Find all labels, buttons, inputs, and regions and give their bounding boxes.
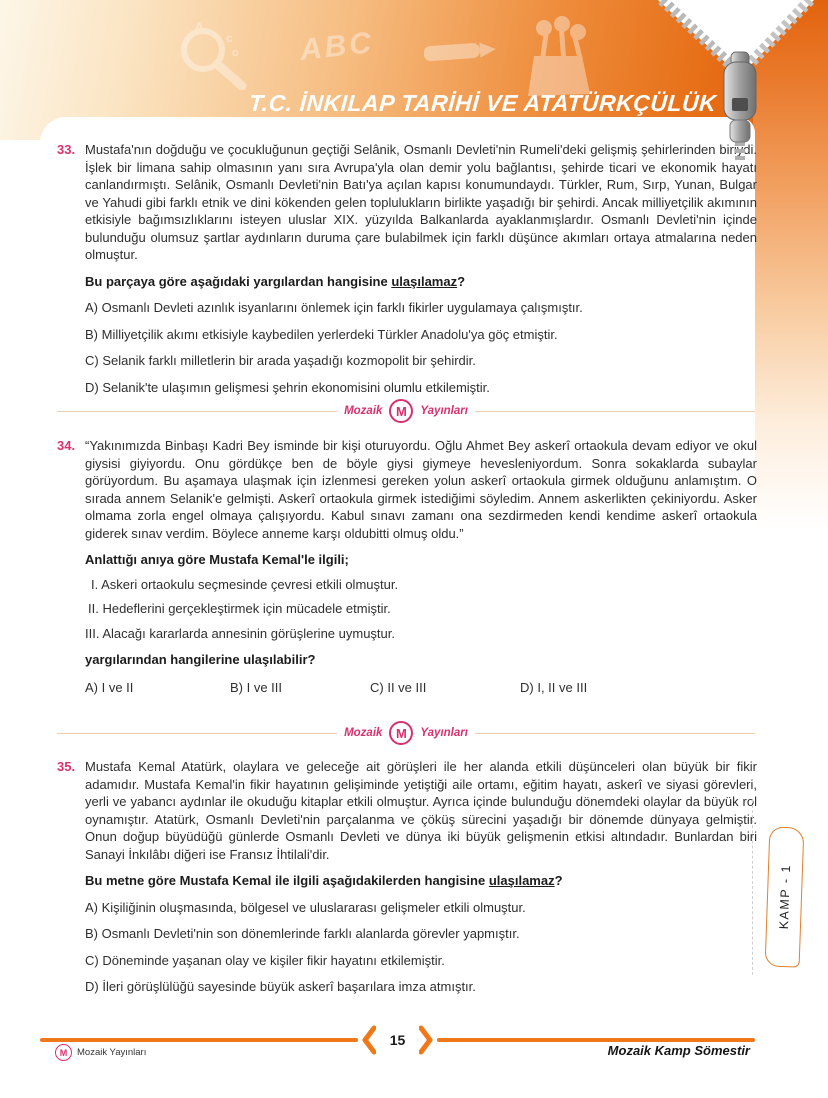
statement-text: II. Hedeflerini gerçekleştirmek için mücadele etmiştir. [88, 601, 391, 616]
divider-line [475, 411, 755, 412]
statement-1 [85, 576, 757, 594]
page-title: T.C. İNKILAP TARİHİ VE ATATÜRKÇÜLÜK [247, 90, 717, 116]
option-b: B) I ve III [230, 679, 283, 695]
svg-text:A: A [194, 19, 205, 35]
question-35 [57, 758, 757, 996]
svg-text:c: c [226, 31, 233, 45]
option-d: D) I, II ve III [520, 679, 588, 695]
question-text: Mustafa'nın doğduğu ve çocukluğunun geçtiği Selânik, Osmanlı Devleti'nin Rumeli'deki gelişmiş şehirlerinden biriydi. İşlek bir limana sahip olmasının yanı sıra Avrupa'yla olan demir yolu bağlantısı, şehirde ticari ve ekonomik hayatı canlandırmıştı. Selânik, Osmanlı Devleti'nin Batı'ya açılan kapısı konumundaydı. Türkler, Rum, Sırp, Yunan, Bulgar ve Yahudi gibi farklı etnik ve dini kökenden gelen toplulukların birlikte yaşadığı bir şehirdi. Ancak milliyetçilik akımının etkisiyle bağımsızlıklarını isteyen uluslar XIX. yüzyılda Balkanlarda ayaklanmışlardır. Osmanlı Devleti'nin içinde bulunduğu olumsuz şartlar aydınların duruma çare bulabilmek için farklı düşünce akımları ortaya atmalarına neden olmuştur. [85, 142, 757, 262]
options-row [85, 679, 757, 697]
abc-letters: ABC [298, 26, 376, 67]
kamp-tab-label: KAMP - 1 [776, 864, 793, 930]
option-c: C) II ve III [370, 679, 427, 695]
stem-underlined-word: ulaşılamaz [488, 873, 555, 888]
divider-brand-left: Mozaik [344, 727, 383, 739]
option-c: C) Selanik farklı milletlerin bir arada yaşadığı kozmopolit bir şehirdir. [85, 353, 476, 368]
option-a: A) Osmanlı Devleti azınlık isyanlarını önlemek için farklı fikirler uygulamaya çalışmıştır. [85, 300, 583, 315]
stem-prefix: Bu metne göre Mustafa Kemal ile ilgili aşağıdakilerden hangisine [85, 873, 489, 888]
option-c: C) Döneminde yaşanan olay ve kişiler fikir hayatını etkilemiştir. [85, 952, 445, 968]
footer-publisher [55, 1044, 146, 1061]
mozaik-logo-icon: M [389, 721, 413, 745]
option-d: D) Selanik'te ulaşımın gelişmesi şehrin ekonomisini olumlu etkilemiştir. [85, 379, 490, 395]
stem-prefix: Bu parçaya göre aşağıdaki yargılardan hangisine [85, 273, 392, 289]
divider-line [57, 411, 337, 412]
publisher-logo-icon: M [55, 1044, 72, 1061]
divider-brand-right: Yayınları [420, 727, 468, 739]
publisher-divider [57, 721, 755, 745]
statement-2 [85, 600, 757, 618]
kamp-side-tab [765, 826, 805, 967]
divider-line [57, 733, 337, 734]
divider-brand-left: Mozaik [344, 405, 383, 417]
svg-text:o: o [232, 47, 239, 59]
trim-mark [752, 800, 753, 975]
option-a: A) I ve II [85, 679, 134, 695]
footer-line [437, 1038, 755, 1042]
question-text: “Yakınımızda Binbaşı Kadri Bey isminde bir kişi oturuyordu. Oğlu Ahmet Bey askerî ortaokula devam ediyor ve okul giysisi giyiyordu. Onu gördükçe ben de böyle giysi giymeye hevesleniyordum. Sonra sokaklarda subaylar görüyordum. Bu aşamaya ulaşmak için izlenmesi gereken yolun askerî ortaokula girmek olduğunu anlamıştım. O sırada annem Selanik'e gelmişti. Askerî ortaokula girmek istediğimi söyledim. Annem askerlikten çekiniyordu. Asker olmama zorla engel olmaya çalışıyordu. Kabul sınavı zamanı ona sezdirmeden kendi kendime askerî ortaokula giderek sınav verdim. Böylece anneme karşı oldubitti olmuş oldu.” [85, 438, 757, 541]
question-34 [57, 437, 757, 696]
question-stem-2: yargılarından hangilerine ulaşılabilir? [85, 652, 316, 667]
question-stem: Anlattığı anıya göre Mustafa Kemal'le ilgili; [85, 552, 349, 567]
mozaik-logo-icon: M [389, 399, 413, 423]
statement-text: III. Alacağı kararlarda annesinin görüşlerine uymuştur. [85, 625, 396, 641]
page-number: 15 [389, 1032, 406, 1048]
question-stem [85, 273, 757, 291]
statement-3 [85, 625, 757, 643]
question-number: 33. [57, 142, 76, 157]
option-b: B) Milliyetçilik akımı etkisiyle kaybedilen yerlerdeki Türkler Anadolu'ya göç etmiştir. [85, 326, 558, 342]
stem-suffix: ? [554, 873, 563, 888]
publisher-divider [57, 399, 755, 423]
question-number: 34. [57, 438, 76, 453]
option-a: A) Kişiliğinin oluşmasında, bölgesel ve uluslararası gelişmeler etkili olmuştur. [85, 899, 526, 915]
divider-line [475, 733, 755, 734]
option-d: D) İleri görüşlülüğü sayesinde büyük askerî başarılara imza atmıştır. [85, 979, 476, 994]
zipper-graphic [652, 0, 828, 160]
footer-line [40, 1038, 358, 1042]
option-b: B) Osmanlı Devleti'nin son dönemlerinde farklı alanlarda görevler yapmıştır. [85, 926, 520, 941]
question-text: Mustafa Kemal Atatürk, olaylara ve geleceğe ait görüşleri ile her alanda etkili düşünceleri olan büyük bir fikir adamıdır. Mustafa Kemal'in fikir hayatının gelişiminde yetiştiği aile ortamı, eğitim hayatı, askerî ve siyasi görevleri, yerli ve yabancı aydınlar ile okuduğu kitaplar etkili olmuştur. Ayrıca içinde bulunduğu dönemdeki olaylar da büyük rol oynamıştır. Atatürk, Osmanlı Devleti'nin parçalanma ve çöküş sürecini yaşadığı bir dönemde dünyaya gelmiştir. Onun doğup büyüdüğü günlerde Osmanlı Devleti ve dünya iki büyük gelişmenin etkisi altındadır. Bunlardan biri Sanayi İnkılâbı diğeri ise Fransız İhtilali'dir. [85, 759, 757, 862]
divider-brand-right: Yayınları [420, 405, 468, 417]
footer-publisher-label: Mozaik Yayınları [77, 1047, 147, 1058]
question-33 [57, 141, 757, 396]
statement-text: I. Askeri ortaokulu seçmesinde çevresi etkili olmuştur. [91, 576, 399, 592]
question-stem [85, 872, 757, 890]
stem-underlined-word: ulaşılamaz [391, 273, 458, 289]
footer-edition: Mozaik Kamp Sömestir [607, 1043, 750, 1058]
question-number: 35. [57, 759, 76, 774]
stem-suffix: ? [457, 273, 466, 289]
chevron-left-icon [362, 1025, 376, 1055]
chevron-right-icon [419, 1025, 433, 1055]
